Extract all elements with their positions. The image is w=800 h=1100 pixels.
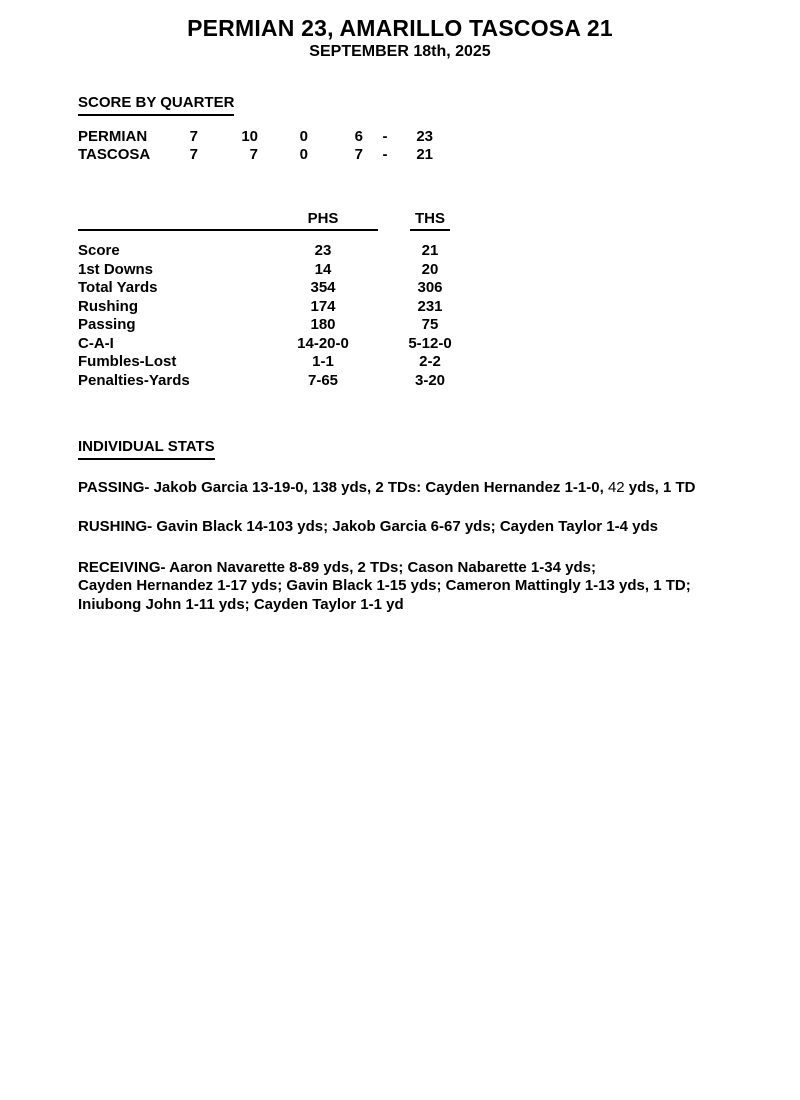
- q3-score: 0: [299, 146, 308, 163]
- stat-value-phs: 14-20-0: [297, 334, 349, 352]
- stat-value-ths: 231: [417, 297, 443, 315]
- game-date: SEPTEMBER 18th, 2025: [309, 43, 491, 60]
- stat-row-penalties-yards: [78, 372, 800, 391]
- passing-stats-bold-prefix: PASSING- Jakob Garcia 13-19-0, 138 yds, 2 TDs: Cayden Hernandez 1-1-0,: [78, 478, 608, 496]
- stat-row-score: [78, 242, 800, 261]
- receiving-stats-line: RECEIVING- Aaron Navarette 8-89 yds, 2 TDs; Cason Nabarette 1-34 yds;: [78, 558, 596, 576]
- stat-label: Rushing: [78, 297, 138, 315]
- stat-value-phs: 7-65: [307, 371, 339, 389]
- team-stats-header-row: [78, 210, 800, 232]
- q4-score: 6: [354, 127, 363, 145]
- q3-score: 0: [299, 127, 308, 145]
- rushing-stats-line: RUSHING- Gavin Black 14-103 yds; Jakob Garcia 6-67 yds; Cayden Taylor 1-4 yds: [78, 518, 658, 535]
- stat-row-first-downs: [78, 261, 800, 280]
- stat-value-ths: 5-12-0: [408, 334, 452, 352]
- stat-value-ths: 20: [421, 260, 439, 278]
- page-content: [0, 94, 800, 614]
- passing-stats-line: [78, 479, 800, 498]
- team-stats-table: [78, 210, 800, 391]
- phs-column-header: PHS: [268, 210, 378, 232]
- stat-label: C-A-I: [78, 334, 114, 352]
- stat-value-phs: 174: [310, 297, 336, 315]
- score-by-quarter-heading-text: SCORE BY QUARTER: [78, 94, 234, 116]
- stat-value-ths: 21: [421, 242, 439, 259]
- stat-value-phs: 180: [310, 316, 336, 333]
- passing-stats-bold-suffix: yds, 1 TD: [628, 478, 696, 496]
- stat-row-rushing: [78, 298, 800, 317]
- receiving-stats-line: Iniubong John 1-11 yds; Cayden Taylor 1-1 yd: [78, 595, 404, 613]
- stat-label: Total Yards: [78, 279, 158, 296]
- individual-stats-heading-text: INDIVIDUAL STATS: [78, 438, 215, 460]
- stat-value-phs: 14: [314, 260, 332, 278]
- dash-separator: -: [382, 146, 388, 163]
- stat-value-ths: 75: [421, 316, 439, 333]
- stat-value-ths: 2-2: [419, 353, 441, 370]
- stat-value-ths: 306: [417, 279, 443, 296]
- team-name: PERMIAN: [78, 127, 148, 145]
- total-score: 23: [416, 127, 433, 145]
- team-name: TASCOSA: [78, 146, 151, 163]
- q1-score: 7: [189, 127, 198, 145]
- individual-stats-heading: [78, 438, 800, 460]
- receiving-stats-block: [78, 559, 800, 615]
- stat-label: Passing: [78, 316, 136, 333]
- stat-label: Fumbles-Lost: [78, 353, 177, 370]
- ths-column-header-cell: [378, 210, 482, 232]
- dash-separator: -: [382, 127, 388, 145]
- stat-value-ths: 3-20: [414, 371, 446, 389]
- q2-score: 10: [241, 127, 258, 145]
- score-by-quarter-table: [78, 128, 800, 165]
- stat-row-total-yards: [78, 279, 800, 298]
- stat-value-phs: 23: [314, 242, 332, 259]
- passing-stats-regular-number: 42: [607, 478, 629, 496]
- stat-row-cai: [78, 335, 800, 354]
- stat-label: Penalties-Yards: [78, 371, 190, 389]
- stat-row-passing: [78, 316, 800, 335]
- stat-value-phs: 354: [310, 279, 336, 296]
- receiving-stats-line: Cayden Hernandez 1-17 yds; Gavin Black 1-15 yds; Cameron Mattingly 1-13 yds, 1 TD;: [78, 577, 691, 594]
- quarter-row-tascosa: [78, 146, 800, 165]
- q4-score: 7: [354, 146, 363, 163]
- stat-value-phs: 1-1: [312, 353, 334, 370]
- ths-column-header: THS: [410, 210, 450, 232]
- stat-row-fumbles-lost: [78, 353, 800, 372]
- q2-score: 7: [249, 146, 258, 163]
- empty-header-cell: [78, 210, 268, 232]
- score-by-quarter-heading: [78, 94, 800, 116]
- quarter-row-permian: [78, 128, 800, 147]
- q1-score: 7: [189, 146, 198, 163]
- total-score: 21: [416, 146, 433, 163]
- stat-label: Score: [78, 242, 120, 259]
- page-title: PERMIAN 23, AMARILLO TASCOSA 21: [187, 15, 613, 41]
- stat-label: 1st Downs: [78, 260, 154, 278]
